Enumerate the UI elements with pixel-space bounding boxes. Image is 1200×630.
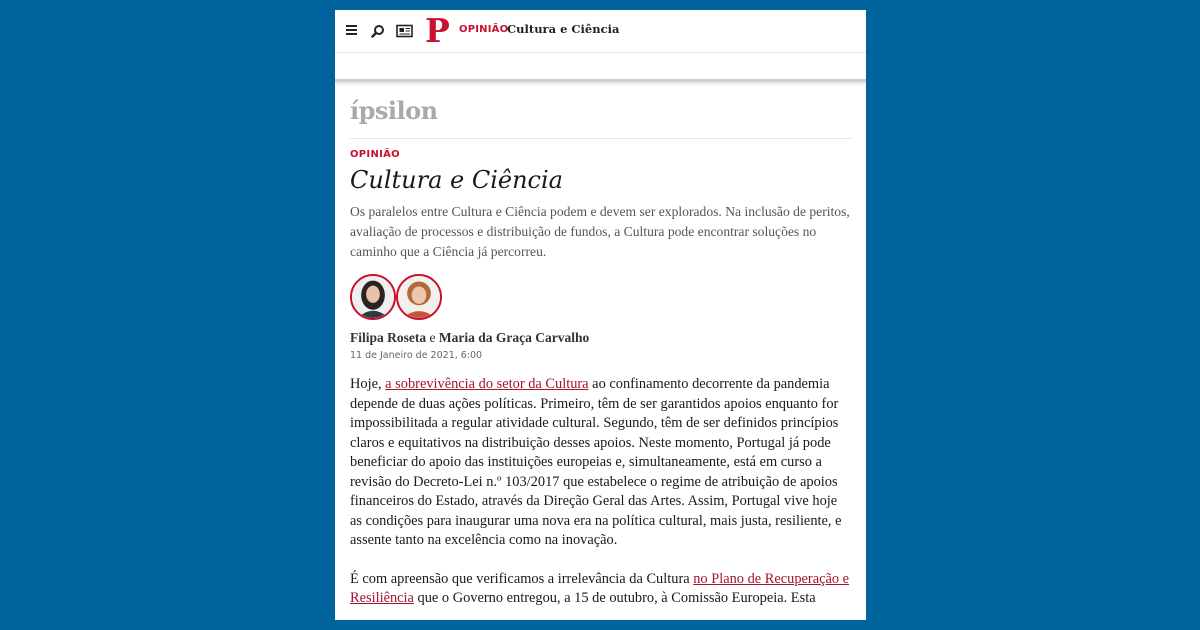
top-navigation-bar <box>335 10 866 53</box>
paragraph-text: É com apreensão que verificamos a irrelevância da Cultura <box>350 570 694 587</box>
paragraph-text: ao confinamento decorrente da pandemia depende de duas ações políticas. Primeiro, têm de ser garantidos apoios enquanto for impossibilitada a regular atividade cultural. Segundo, têm de ser definidos princípios claros e equitativos na distribuição desses apoios. Neste momento, Portugal já pode beneficiar do apoio das instituições europeias e, simultaneamente, está em curso a revisão do Decreto-Lei n.º 103/2017 que estabelece o regime de atribuição de apoios financeiros do Estado, através da Direção Geral das Artes. Assim, Portugal vive hoje as condições para inaugurar uma nova era na política cultural, mais justa, resiliente, e assente tanto na excelência como na inovação. <box>350 376 842 548</box>
menu-icon[interactable] <box>346 23 357 37</box>
topbar-section-label[interactable]: OPINIÃO <box>459 24 509 35</box>
article-paragraph <box>350 375 852 551</box>
paragraph-text: Hoje, <box>350 376 386 392</box>
publico-logo[interactable]: P <box>425 11 450 50</box>
author-avatar-maria-da-graca-carvalho[interactable] <box>396 274 442 320</box>
link-sobrevivencia-setor-cultura[interactable]: a sobrevivência do setor da Cultura <box>385 376 589 392</box>
article-headline: Cultura e Ciência <box>350 166 563 194</box>
topbar-article-title: Cultura e Ciência <box>507 22 620 36</box>
article-byline <box>350 330 852 346</box>
article-lead: Os paralelos entre Cultura e Ciência podem e devem ser explorados. Na inclusão de peritos, avaliação de processos e distribuição de fundos, a Cultura pode encontrar soluções no caminho que a Ciência já percorreu. <box>350 204 850 259</box>
author-avatars <box>350 274 852 326</box>
search-icon[interactable] <box>371 23 385 37</box>
ipsilon-brand-logo[interactable]: ípsilon <box>350 96 852 139</box>
article-section-label[interactable]: OPINIÃO <box>350 149 400 160</box>
sub-navigation-bar <box>335 53 866 82</box>
byline-conjunction: e <box>429 330 436 345</box>
author-name-1[interactable]: Filipa Roseta <box>350 330 427 345</box>
article-date: 11 de Janeiro de 2021, 6:00 <box>350 350 483 361</box>
article-content <box>335 96 866 609</box>
article-paragraph <box>350 570 852 609</box>
author-name-2[interactable]: Maria da Graça Carvalho <box>438 330 590 345</box>
article-page <box>335 10 866 620</box>
paragraph-text: que o Governo entregou, a 15 de outubro, à Comissão Europeia. Esta <box>413 590 816 606</box>
article-body <box>350 375 852 609</box>
author-avatar-filipa-roseta[interactable] <box>350 274 396 320</box>
link-plano-recuperacao-resiliencia[interactable]: no Plano de Recuperação e Resiliência <box>350 570 850 606</box>
newspaper-icon[interactable] <box>396 23 413 37</box>
